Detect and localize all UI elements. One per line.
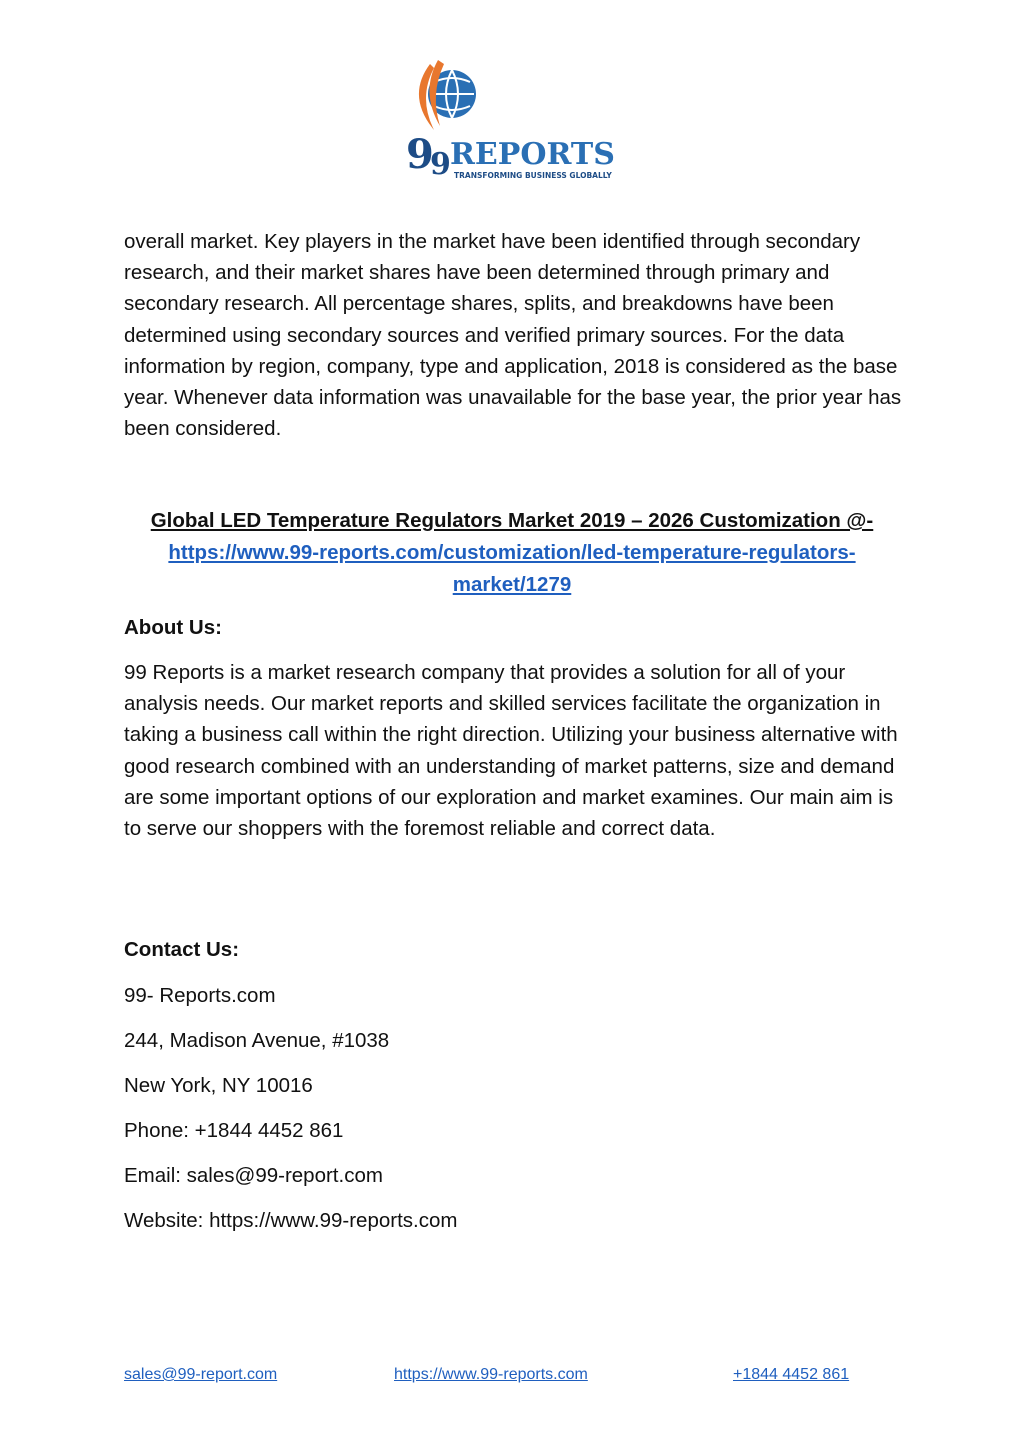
globe-logo-icon xyxy=(400,56,630,186)
about-paragraph: 99 Reports is a market research company that provides a solution for all of your analysis needs. Our market reports and skilled services facilitate the organization in taking a business call within the right direction. Utilizing your business alternative with good research combined with an understanding of market patterns, size and demand are some important options of our exploration and market examines. Our main aim is to serve our shoppers with the foremost reliable and correct data. xyxy=(124,661,898,841)
customization-link-line2: market/1279 xyxy=(452,573,572,596)
svg-text:9: 9 xyxy=(406,131,434,178)
logo-tagline-text: TRANSFORMING BUSINESS GLOBALLY xyxy=(454,171,612,180)
customization-link[interactable] xyxy=(168,541,855,596)
about-heading: About Us: xyxy=(124,616,222,639)
contact-phone: Phone: +1844 4452 861 xyxy=(124,1119,344,1142)
customization-title: Global LED Temperature Regulators Market 2019 – 2026 Customization @- xyxy=(150,509,874,532)
contact-website: Website: https://www.99-reports.com xyxy=(124,1209,458,1232)
footer-phone-link[interactable]: +1844 4452 861 xyxy=(733,1366,850,1383)
company-logo xyxy=(400,56,630,186)
intro-paragraph: overall market. Key players in the market have been identified through secondary research, and their market shares have been determined through primary and secondary research. All percentage shares, splits, and breakdowns have been determined using secondary sources and verified primary sources. For the data information by region, company, type and application, 2018 is considered as the base year. Whenever data information was unavailable for the base year, the prior year has been considered. xyxy=(124,230,902,441)
contact-city: New York, NY 10016 xyxy=(124,1074,313,1097)
contact-address: 244, Madison Avenue, #1038 xyxy=(124,1029,390,1052)
svg-text:9: 9 xyxy=(430,147,451,182)
footer-email-link[interactable]: sales@99-report.com xyxy=(124,1366,278,1383)
contact-email: Email: sales@99-report.com xyxy=(124,1164,383,1187)
customization-link-line1: https://www.99-reports.com/customization/led-temperature-regulators- xyxy=(168,541,856,564)
footer-website-link[interactable]: https://www.99-reports.com xyxy=(394,1366,588,1383)
customization-block xyxy=(124,505,900,601)
logo-brand-text: REPORTS xyxy=(450,137,615,172)
contact-company: 99- Reports.com xyxy=(124,984,276,1007)
contact-heading: Contact Us: xyxy=(124,938,240,961)
